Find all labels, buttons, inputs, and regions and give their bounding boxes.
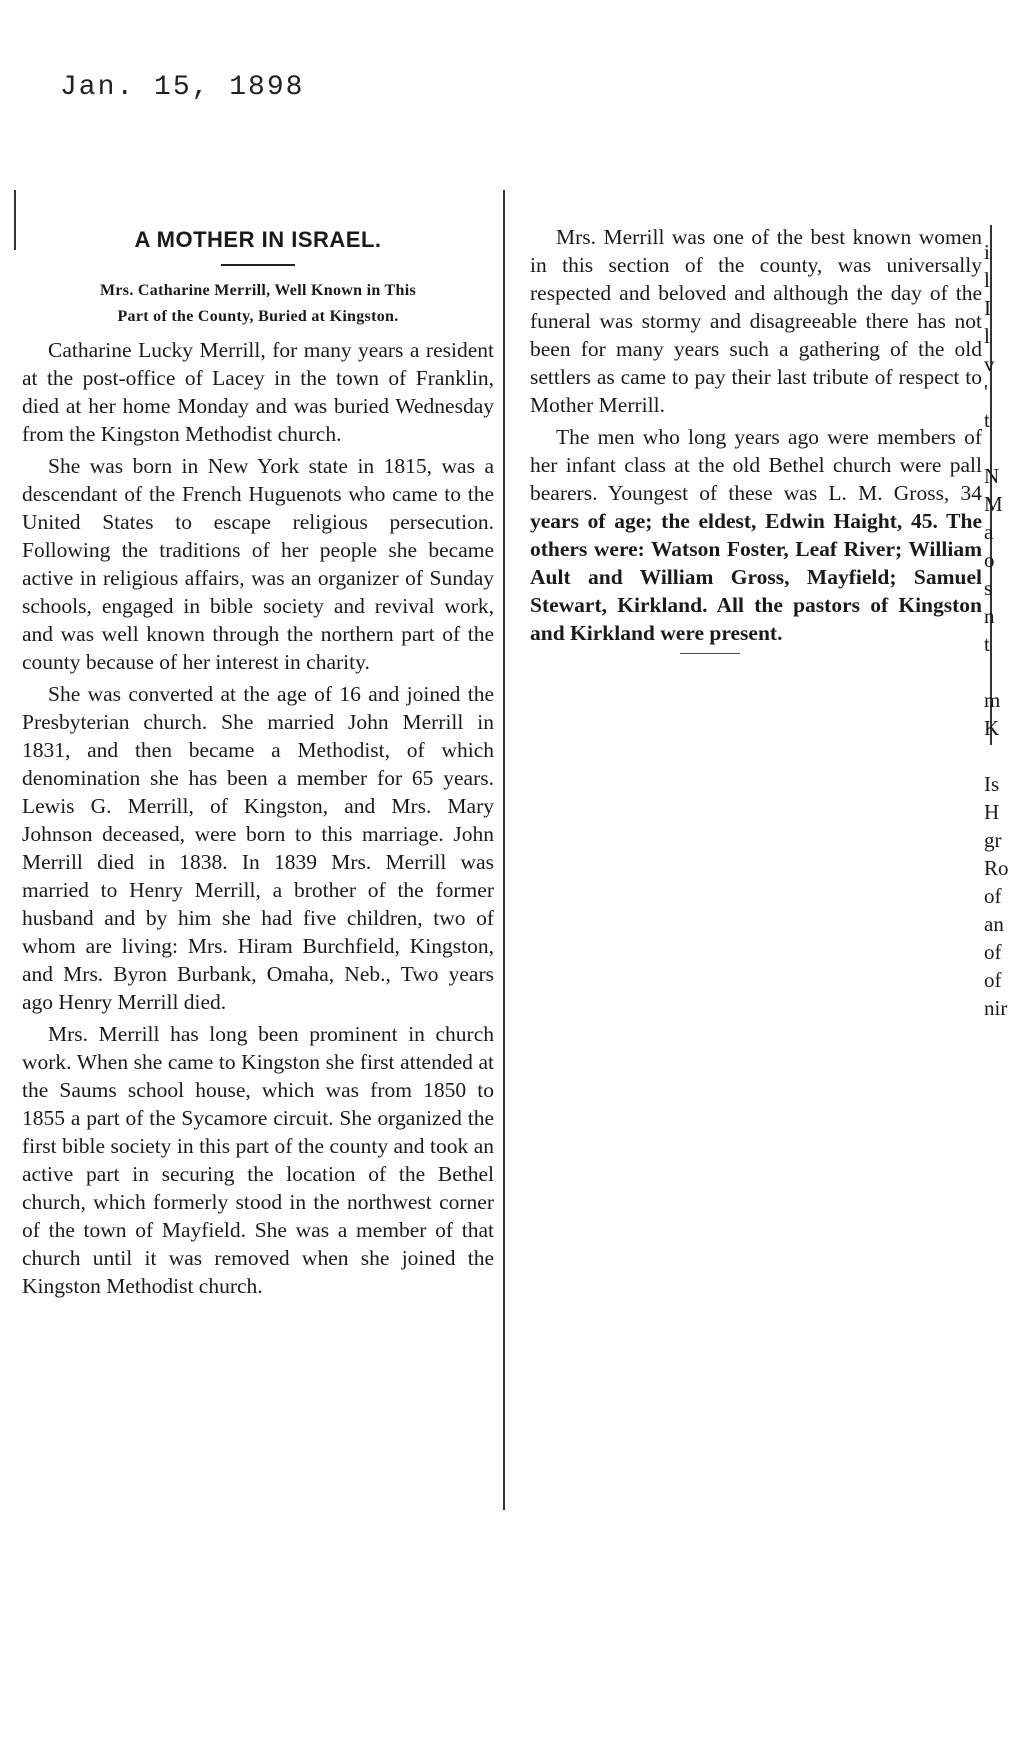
paragraph-church-work: Mrs. Merrill has long been prominent in church work. When she came to Kingston she first attended at the Saums school house, which was from 1850 to 1855 a part of the Sycamore circuit. She organized the first bible society in this part of the county and took an active part in securing the location of the Bethel church, which formerly stood in the northwest corner of the town of Mayfield. She was a member of that church until it was removed when she joined the Kingston Methodist church.	[22, 1022, 494, 1298]
edge-fragment: I	[984, 296, 991, 320]
edge-fragment: of	[984, 940, 1002, 964]
headline-divider	[221, 264, 295, 266]
paragraph-obituary-intro: Catharine Lucky Merrill, for many years a resident at the post-office of Lacey in the town of Franklin, died at her home Monday and was buried Wednesday from the Kingston Methodist church.	[22, 338, 494, 446]
edge-fragment: i	[984, 240, 990, 264]
edge-fragment: Is	[984, 772, 1000, 796]
subhead-line-2: Part of the County, Buried at Kingston.	[117, 308, 399, 325]
edge-fragment: gr	[984, 828, 1002, 852]
article-column-right	[530, 223, 982, 654]
edge-fragment: l	[984, 324, 990, 348]
edge-fragment: H	[984, 800, 1000, 824]
paragraph-birth-background: She was born in New York state in 1815, was a descendant of the French Huguenots who came to the United States to escape religious persecution. Following the traditions of her people she became active in religious affairs, was an organizer of Sunday schools, engaged in bible society and revival work, and was well known through the northern part of the county because of her interest in charity.	[22, 454, 494, 674]
edge-fragment: v	[984, 352, 995, 376]
edge-fragment: n	[984, 604, 995, 628]
edge-fragment: m	[984, 688, 1001, 712]
edge-fragment	[984, 658, 1011, 686]
column-rule-left	[14, 190, 16, 250]
paragraph-funeral: Mrs. Merrill was one of the best known women in this section of the county, was universally respected and beloved and although the day of the funeral was stormy and disagreeable there has not been for many years such a gathering of the old settlers as came to pay their last tribute of respect to Mother Merrill.	[530, 225, 982, 417]
paragraph-pall-bearers	[530, 423, 982, 647]
date-stamp: Jan. 15, 1898	[60, 72, 305, 103]
article-column-left	[22, 226, 494, 1304]
subhead-line-1: Mrs. Catharine Merrill, Well Known in This	[99, 282, 416, 299]
column-rule-middle	[503, 190, 505, 1510]
edge-fragment: s	[984, 576, 993, 600]
paragraph-marriages: She was converted at the age of 16 and joined the Presbyterian church. She married John Merrill in 1831, and then became a Methodist, of which denomination she has been a member for 65 years. Lewis G. Merrill, of Kingston, and Mrs. Mary Johnson deceased, were born to this marriage. John Merrill died in 1838. In 1839 Mrs. Merrill was married to Henry Merrill, a brother of the former husband and by him she had five children, two of whom are living: Mrs. Hiram Burchfield, Kingston, and Mrs. Byron Burbank, Omaha, Neb., Two years ago Henry Merrill died.	[22, 682, 494, 1014]
edge-fragment: o	[984, 548, 995, 572]
pall-bearers-bold-text: years of age; the eldest, Edwin Haight, 45. The others were: Watson Foster, Leaf River; William Ault and William Gross, Mayfield; Samuel Stewart, Kirkland. All the pastors of Kingston and Kirkland were present.	[530, 509, 982, 645]
edge-fragment: nir	[984, 996, 1008, 1020]
edge-fragment	[984, 434, 1011, 462]
edge-fragment: of	[984, 884, 1002, 908]
edge-fragment: an	[984, 912, 1004, 936]
edge-fragment: '	[984, 380, 988, 404]
edge-fragment: K	[984, 716, 1000, 740]
edge-fragment: N	[984, 464, 1000, 488]
edge-fragment: l	[984, 268, 990, 292]
article-subhead	[22, 278, 494, 330]
article-end-rule	[680, 653, 740, 654]
edge-fragment	[984, 742, 1011, 770]
adjacent-column-fragments	[984, 238, 1011, 1022]
edge-fragment: of	[984, 968, 1002, 992]
edge-fragment: a	[984, 520, 994, 544]
article-headline: A MOTHER IN ISRAEL.	[134, 227, 382, 252]
edge-fragment: Ro	[984, 856, 1009, 880]
edge-fragment: M	[984, 492, 1003, 516]
pall-bearers-text: The men who long years ago were members of her infant class at the old Bethel church were pall bearers. Youngest of these was L. M. Gross, 34	[530, 425, 982, 505]
edge-fragment: t	[984, 408, 990, 432]
edge-fragment: t	[984, 632, 990, 656]
